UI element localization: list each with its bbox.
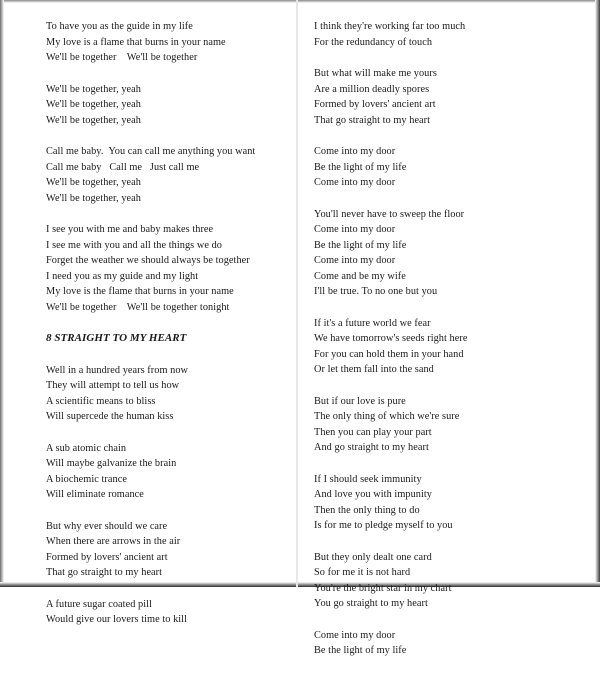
lyric-line: But why ever should we care bbox=[46, 520, 168, 532]
page-edge-shadow-top bbox=[0, 0, 600, 3]
lyric-line: That go straight to my heart bbox=[314, 114, 431, 126]
song-7-lyrics bbox=[46, 19, 296, 315]
lyric-line: I think they're working far too much bbox=[314, 21, 466, 32]
stanza bbox=[46, 82, 296, 129]
stanza bbox=[314, 394, 584, 456]
lyric-line: And love you with impunity bbox=[314, 489, 432, 500]
lyric-line: Come into my door bbox=[314, 629, 396, 641]
lyric-line: Will maybe galvanize the brain bbox=[46, 458, 177, 469]
lyric-line: My love is the flame that burns in your name bbox=[46, 286, 234, 297]
lyric-line: So for me it is not hard bbox=[314, 567, 411, 578]
lyric-line: Come into my door bbox=[314, 255, 396, 266]
lyric-line: You're the bright star in my chart bbox=[314, 582, 452, 594]
lyric-line: Will eliminate romance bbox=[46, 489, 144, 500]
lyric-line: But they only dealt one card bbox=[314, 551, 432, 563]
stanza bbox=[314, 628, 584, 659]
lyric-line: A future sugar coated pill bbox=[46, 598, 152, 610]
lyric-line: We'll be together, yeah bbox=[46, 114, 141, 126]
lyric-line: Will supercede the human kiss bbox=[46, 411, 174, 422]
lyric-line: We'll be together We'll be together bbox=[46, 52, 198, 63]
page-edge-shadow-right bbox=[595, 0, 600, 587]
lyric-line: Or let them fall into the sand bbox=[314, 364, 434, 375]
lyric-line: Be the light of my life bbox=[314, 239, 407, 251]
lyric-line: Come into my door bbox=[314, 177, 396, 188]
stanza bbox=[46, 363, 296, 425]
stanza bbox=[314, 207, 584, 300]
lyric-line: Formed by lovers' ancient art bbox=[314, 99, 436, 110]
song-title: 8 STRAIGHT TO MY HEART bbox=[46, 332, 187, 344]
lyric-line: A scientific means to bliss bbox=[46, 395, 156, 407]
stanza bbox=[314, 316, 584, 378]
lyric-line: Then you can play your part bbox=[314, 426, 432, 438]
lyric-line: Come into my door bbox=[314, 146, 396, 157]
lyric-line: For you can hold them in your hand bbox=[314, 348, 464, 360]
stanza bbox=[314, 472, 584, 534]
lyric-line: Are a million deadly spores bbox=[314, 83, 430, 95]
stanza bbox=[46, 519, 296, 581]
lyrics-left-column bbox=[46, 19, 296, 644]
lyric-line: We'll be together, yeah bbox=[46, 192, 141, 204]
lyric-line: Call me baby. You can call me anything you want bbox=[46, 146, 256, 157]
stanza bbox=[46, 19, 296, 66]
lyric-line: Formed by lovers' ancient art bbox=[46, 551, 168, 563]
stanza bbox=[314, 66, 584, 128]
lyric-line: You go straight to my heart bbox=[314, 598, 428, 609]
lyric-line: Would give our lovers time to kill bbox=[46, 614, 188, 625]
lyric-line: I see you with me and baby makes three bbox=[46, 224, 214, 235]
lyric-line: A biochemic trance bbox=[46, 473, 127, 485]
lyric-line: I see me with you and all the things we do bbox=[46, 239, 222, 251]
lyric-line: If it's a future world we fear bbox=[314, 317, 431, 329]
lyric-line: You'll never have to sweep the floor bbox=[314, 208, 465, 220]
lyric-line: They will attempt to tell us how bbox=[46, 380, 180, 391]
lyric-line: The only thing of which we're sure bbox=[314, 411, 460, 422]
lyric-line: My love is a flame that burns in your name bbox=[46, 36, 226, 48]
lyric-line: I need you as my guide and my light bbox=[46, 270, 199, 282]
lyric-line: Well in a hundred years from now bbox=[46, 364, 189, 376]
lyrics-right-column bbox=[314, 19, 584, 675]
lyric-line: And go straight to my heart bbox=[314, 442, 429, 453]
stanza bbox=[314, 144, 584, 191]
lyric-line: We'll be together, yeah bbox=[46, 177, 141, 188]
stanza bbox=[46, 597, 296, 628]
lyric-line: That go straight to my heart bbox=[46, 567, 163, 578]
stanza bbox=[46, 441, 296, 503]
song-8-lyrics-continued bbox=[314, 19, 584, 659]
lyric-line: Then the only thing to do bbox=[314, 504, 420, 516]
lyric-line: We'll be together, yeah bbox=[46, 83, 141, 95]
stanza bbox=[314, 550, 584, 612]
lyric-line: Be the light of my life bbox=[314, 645, 407, 656]
stanza bbox=[314, 19, 584, 50]
lyric-line: When there are arrows in the air bbox=[46, 536, 181, 547]
lyric-line: But what will make me yours bbox=[314, 68, 437, 79]
lyric-line: We have tomorrow's seeds right here bbox=[314, 333, 468, 344]
stanza bbox=[46, 144, 296, 206]
lyric-line: Forget the weather we should always be together bbox=[46, 255, 250, 266]
song-8-lyrics bbox=[46, 363, 296, 628]
lyric-line: For the redundancy of touch bbox=[314, 36, 433, 48]
lyric-line: I'll be true. To no one but you bbox=[314, 286, 438, 297]
lyric-line: We'll be together, yeah bbox=[46, 99, 141, 110]
page-edge-shadow-left bbox=[0, 0, 4, 587]
stanza bbox=[46, 222, 296, 315]
lyric-line: But if our love is pure bbox=[314, 395, 406, 407]
lyric-line: Come and be my wife bbox=[314, 270, 406, 282]
lyric-line: To have you as the guide in my life bbox=[46, 21, 193, 32]
lyric-line: Be the light of my life bbox=[314, 161, 407, 173]
lyric-line: A sub atomic chain bbox=[46, 442, 127, 454]
lyric-line: Come into my door bbox=[314, 224, 396, 235]
lyric-line: Is for me to pledge myself to you bbox=[314, 520, 453, 531]
lyric-line: If I should seek immunity bbox=[314, 473, 422, 485]
lyric-line: We'll be together We'll be together tonight bbox=[46, 301, 230, 313]
lyric-line: Call me baby Call me Just call me bbox=[46, 161, 200, 173]
page-fold bbox=[296, 0, 298, 587]
